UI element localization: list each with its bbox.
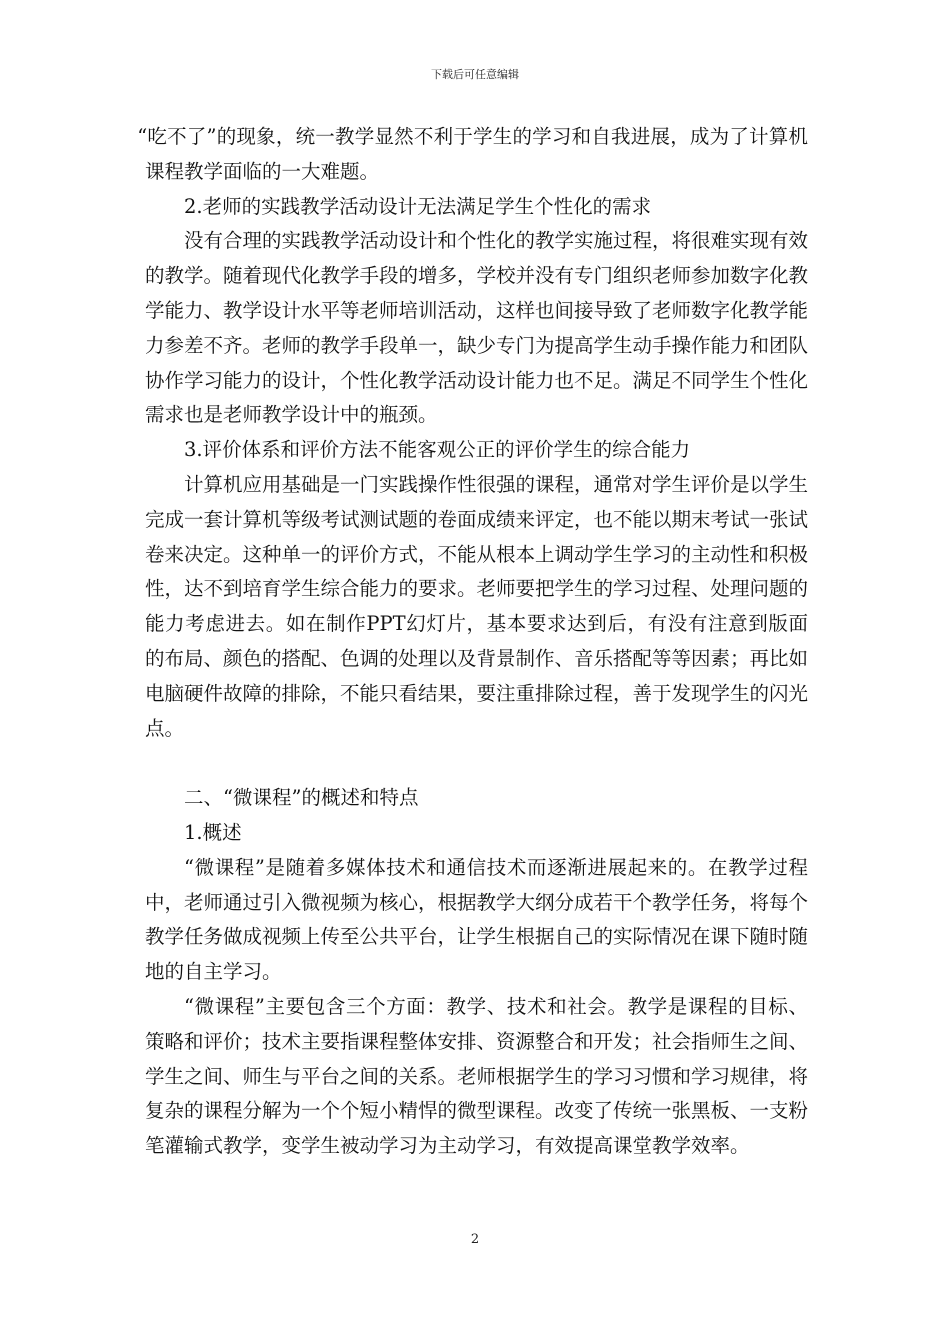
subheading-teacher-design: 2.老师的实践教学活动设计无法满足学生个性化的需求 xyxy=(184,194,652,218)
subheading-evaluation: 3.评价体系和评价方法不能客观公正的评价学生的综合能力 xyxy=(184,438,691,462)
paragraph-three-aspects: “微课程”主要包含三个方面：教学、技术和社会。教学是课程的目标、策略和评价；技术主要指课程整体安排、资源整合和开发；社会指师生之间、学生之间、师生与平台之间的关系。老师根据学生的学习习惯和学习规律，将复杂的课程分解为一个个短小精悍的微型课程。改变了传统一张黑板、一支粉笔灌输式教学，变学生被动学习为主动学习，有效提高课堂教学效率。 xyxy=(145,994,809,1158)
paragraph-continuation: “吃不了”的现象，统一教学显然不利于学生的学习和自我进展，成为了计算机课程教学面临的一大难题。 xyxy=(137,125,808,183)
paragraph-evaluation: 计算机应用基础是一门实践操作性很强的课程，通常对学生评价是以学生完成一套计算机等级考试测试题的卷面成绩来评定，也不能以期末考试一张试卷来决定。这种单一的评价方式，不能从根本上调动学生学习的主动性和积极性，达不到培育学生综合能力的要求。老师要把学生的学习过程、处理问题的能力考虑进去。如在制作PPT幻灯片，基本要求达到后，有没有注意到版面的布局、颜色的搭配、色调的处理以及背景制作、音乐搭配等等因素；再比如电脑硬件故障的排除，不能只看结果，要注重排除过程，善于发现学生的闪光点。 xyxy=(145,472,809,740)
page-header: 下载后可任意编辑 xyxy=(431,68,519,81)
paragraph-teacher-design: 没有合理的实践教学活动设计和个性化的教学实施过程，将很难实现有效的教学。随着现代化教学手段的增多，学校并没有专门组织老师参加数字化教学能力、教学设计水平等老师培训活动，这样也间接导致了老师数字化教学能力参差不齐。老师的教学手段单一，缺少专门为提高学生动手操作能力和团队协作学习能力的设计，个性化教学活动设计能力也不足。满足不同学生个性化需求也是老师教学设计中的瓶颈。 xyxy=(145,229,809,427)
paragraph-overview: “微课程”是随着多媒体技术和通信技术而逐渐进展起来的。在教学过程中，老师通过引入微视频为核心，根据教学大纲分成若干个教学任务，将每个教学任务做成视频上传至公共平台，让学生根据自己的实际情况在课下随时随地的自主学习。 xyxy=(145,855,809,984)
section-heading-micro-course: 二、“微课程”的概述和特点 xyxy=(184,786,419,810)
document-body xyxy=(137,120,809,1164)
page-number: 2 xyxy=(470,1232,480,1247)
subheading-overview: 1.概述 xyxy=(184,820,242,844)
